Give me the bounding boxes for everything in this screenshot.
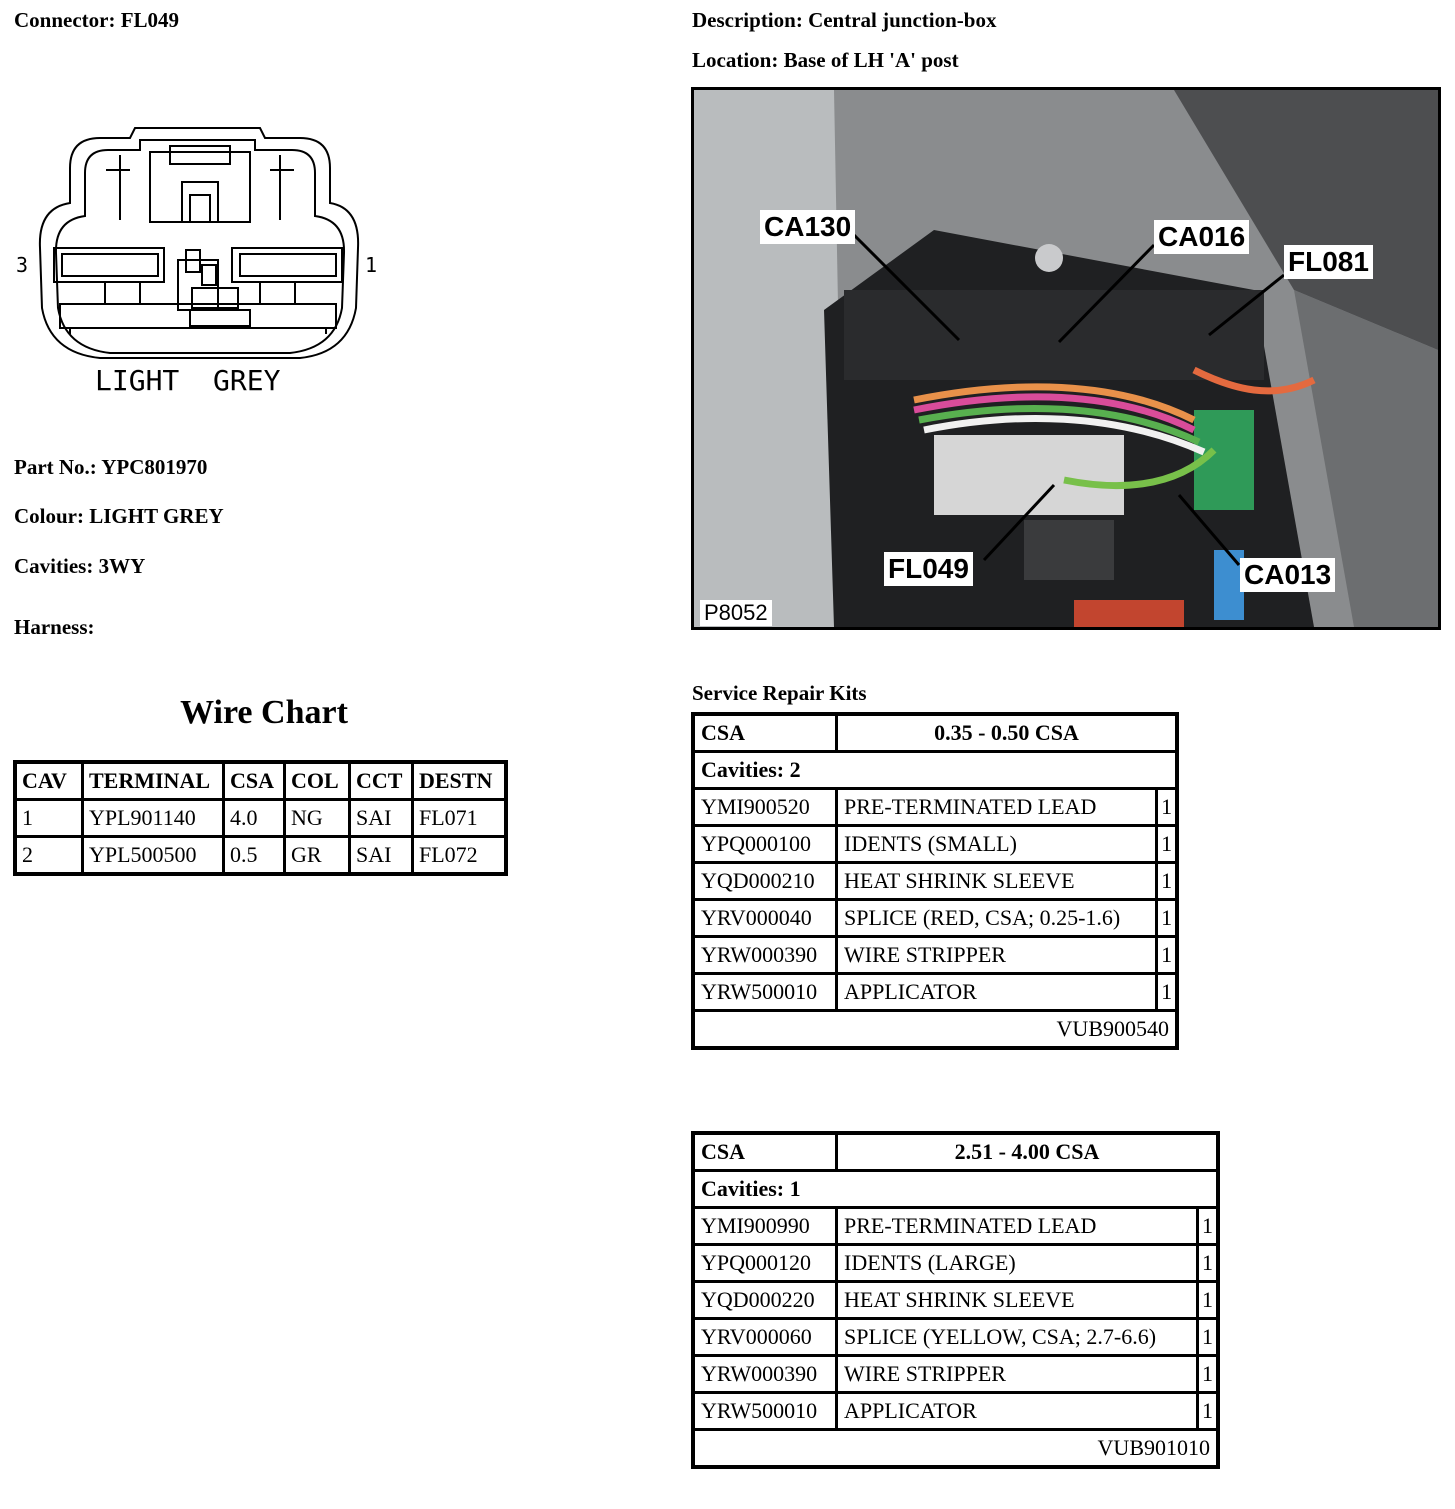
table-cell: 0.5 <box>224 837 285 875</box>
part-code: YRW000390 <box>693 1356 837 1393</box>
service-repair-title: Service Repair Kits <box>692 681 867 705</box>
part-quantity: 1 <box>1157 900 1177 937</box>
column-header: DESTN <box>413 762 507 800</box>
callout-ca130: CA130 <box>760 210 855 244</box>
part-description: IDENTS (LARGE) <box>837 1245 1198 1282</box>
pin-1-label: 1 <box>365 253 378 277</box>
table-row <box>693 1282 1218 1319</box>
colour-field: Colour: LIGHT GREY <box>14 504 224 528</box>
table-row <box>693 789 1177 826</box>
part-quantity: 1 <box>1157 974 1177 1011</box>
part-quantity: 1 <box>1157 863 1177 900</box>
table-row <box>693 937 1177 974</box>
table-cell: NG <box>285 800 350 837</box>
callout-ca013: CA013 <box>1240 558 1335 592</box>
csa-label: CSA <box>693 714 837 752</box>
part-quantity: 1 <box>1157 937 1177 974</box>
table-row <box>693 1208 1218 1245</box>
table-cell: 1 <box>15 800 83 837</box>
location-field: Location: Base of LH 'A' post <box>692 48 959 72</box>
table-cell: 2 <box>15 837 83 875</box>
table-cell: GR <box>285 837 350 875</box>
part-description: WIRE STRIPPER <box>837 1356 1198 1393</box>
part-code: YRV000040 <box>693 900 837 937</box>
column-header: CAV <box>15 762 83 800</box>
table-cell: YPL901140 <box>83 800 224 837</box>
part-description: IDENTS (SMALL) <box>837 826 1157 863</box>
part-description: WIRE STRIPPER <box>837 937 1157 974</box>
table-row <box>15 837 506 875</box>
callout-ca016: CA016 <box>1154 220 1249 254</box>
diagram-colour-label: LIGHT GREY <box>95 364 281 397</box>
part-code: YQD000210 <box>693 863 837 900</box>
table-cell: SAI <box>350 800 413 837</box>
table-cell: SAI <box>350 837 413 875</box>
table-row <box>693 1393 1218 1430</box>
table-cell: FL071 <box>413 800 507 837</box>
part-quantity: 1 <box>1157 826 1177 863</box>
callout-fl081: FL081 <box>1284 245 1373 279</box>
part-description: SPLICE (YELLOW, CSA; 2.7-6.6) <box>837 1319 1198 1356</box>
part-code: YMI900520 <box>693 789 837 826</box>
part-code: YQD000220 <box>693 1282 837 1319</box>
part-quantity: 1 <box>1198 1393 1218 1430</box>
table-cell: 4.0 <box>224 800 285 837</box>
table-row <box>693 974 1177 1011</box>
kit-number: VUB900540 <box>693 1011 1177 1049</box>
location-photo <box>691 87 1441 630</box>
pin-3-label: 3 <box>16 253 29 277</box>
junction-box-illustration <box>694 90 1438 627</box>
part-description: PRE-TERMINATED LEAD <box>837 789 1157 826</box>
part-code: YPQ000100 <box>693 826 837 863</box>
part-code: YRW000390 <box>693 937 837 974</box>
part-code: YPQ000120 <box>693 1245 837 1282</box>
csa-label: CSA <box>693 1133 837 1171</box>
table-row <box>693 900 1177 937</box>
repair-kit-table <box>691 1131 1220 1469</box>
part-quantity: 1 <box>1198 1356 1218 1393</box>
kit-number: VUB901010 <box>693 1430 1218 1468</box>
part-quantity: 1 <box>1198 1319 1218 1356</box>
description-field: Description: Central junction-box <box>692 8 997 32</box>
wire-chart-header-row <box>15 762 506 800</box>
table-cell: FL072 <box>413 837 507 875</box>
part-description: HEAT SHRINK SLEEVE <box>837 1282 1198 1319</box>
column-header: TERMINAL <box>83 762 224 800</box>
part-description: PRE-TERMINATED LEAD <box>837 1208 1198 1245</box>
part-code: YMI900990 <box>693 1208 837 1245</box>
part-quantity: 1 <box>1198 1245 1218 1282</box>
column-header: CCT <box>350 762 413 800</box>
column-header: CSA <box>224 762 285 800</box>
part-code: YRW500010 <box>693 974 837 1011</box>
part-description: APPLICATOR <box>837 974 1157 1011</box>
csa-range: 2.51 - 4.00 CSA <box>837 1133 1219 1171</box>
part-code: YRW500010 <box>693 1393 837 1430</box>
table-row <box>693 863 1177 900</box>
part-description: APPLICATOR <box>837 1393 1198 1430</box>
repair-kit-table <box>691 712 1179 1050</box>
part-quantity: 1 <box>1198 1208 1218 1245</box>
connector-label: Connector: FL049 <box>14 8 180 32</box>
part-quantity: 1 <box>1157 789 1177 826</box>
harness-field: Harness: <box>14 615 95 639</box>
table-row <box>693 1245 1218 1282</box>
table-row <box>693 1319 1218 1356</box>
part-code: YRV000060 <box>693 1319 837 1356</box>
wire-chart-table <box>13 760 508 876</box>
wire-chart-title: Wire Chart <box>180 694 348 731</box>
part-description: HEAT SHRINK SLEEVE <box>837 863 1157 900</box>
kit-cavities: Cavities: 1 <box>693 1171 1218 1208</box>
table-row <box>15 800 506 837</box>
kit-cavities: Cavities: 2 <box>693 752 1177 789</box>
part-description: SPLICE (RED, CSA; 0.25-1.6) <box>837 900 1157 937</box>
table-row <box>693 826 1177 863</box>
table-cell: YPL500500 <box>83 837 224 875</box>
callout-fl049: FL049 <box>884 552 973 586</box>
table-row <box>693 1356 1218 1393</box>
csa-range: 0.35 - 0.50 CSA <box>837 714 1178 752</box>
part-number: Part No.: YPC801970 <box>14 455 208 479</box>
cavities-field: Cavities: 3WY <box>14 554 146 578</box>
connector-face-diagram <box>10 120 390 410</box>
photo-id: P8052 <box>700 600 772 626</box>
part-quantity: 1 <box>1198 1282 1218 1319</box>
column-header: COL <box>285 762 350 800</box>
